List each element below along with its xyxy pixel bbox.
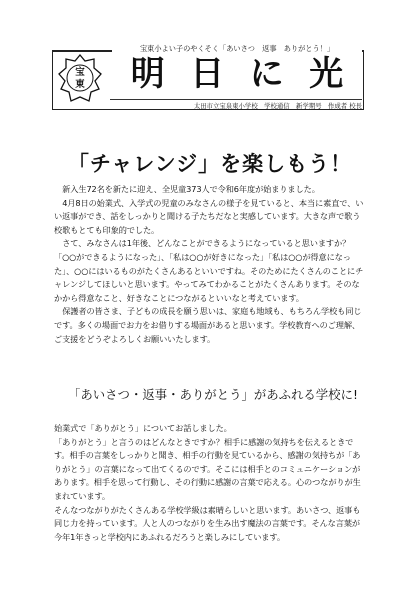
emblem-char-bottom: 東 — [75, 79, 85, 90]
intro-paragraph: さて、みなさんは1年後、どんなことができるようになっていると思いますか？ — [62, 238, 351, 249]
section-paragraph: そんなつながりがたくさんある学校学級は素晴らしいと思います。あいさつ、返事も同じ力を持っています。人と人のつながりを生み出す魔法の言葉です。そんな言葉が今年1年きっと学校内にあふれるだろうと楽しみにしています。 — [54, 504, 361, 542]
section-heading: 「あいさつ・返事・ありがとう」があふれる学校に! — [68, 387, 358, 402]
issuer-line: 太田市立宝泉東小学校 学校通信 新学期号 作成者 校長 — [110, 99, 362, 110]
masthead-motto: 宝東小よい子のやくそく「あいさつ 返事 ありがとう！」 — [112, 44, 362, 54]
section-body — [54, 422, 366, 544]
title-char-2: 日 — [190, 54, 225, 94]
intro-paragraph: 「○○ができるようになった」、「私は○○が好きになった」「私は○○が得意になった」、○○にはいるものがたくさんあるといいですね。そのためにたくさんのことにチャレンジしてほしいと思います。やってみてわかることがたくさんあります。そのなかから得意なこと、好きなことにつながるといいなと考えています。 — [54, 251, 364, 303]
emblem-char-top: 宝 — [75, 67, 85, 78]
page-headline: 「チャレンジ」を楽しもう！ — [67, 152, 353, 176]
intro-paragraph: 新入生72名を新たに迎え、全児童373人で令和6年度が始まりました。 — [62, 184, 320, 194]
title-char-4: 光 — [309, 54, 344, 94]
school-emblem-icon — [58, 54, 102, 104]
title-char-1: 明 — [130, 54, 165, 94]
section-paragraph: 始業式で「ありがとう」についてお話しました。 — [54, 423, 232, 433]
intro-body — [54, 183, 366, 346]
title-char-3: に — [249, 54, 284, 94]
intro-paragraph: 保護者の皆さま、子どもの成長を願う思いは、家庭も地域も、もちろん学校も同じです。多くの場面でお力をお借りする場面があると思います。学校教育へのご理解、ご支援をどうぞよろしくお願いいたします。 — [54, 306, 362, 344]
intro-paragraph: 4月8日の始業式、入学式の児童のみなさんの様子を見ていると、本当に素直で、いい返事ができ、話をしっかりと聞ける子たちだなと実感しています。大きな声で歌う校歌もとても印象的でした。 — [54, 197, 364, 235]
newsletter-title — [112, 54, 362, 94]
section-paragraph: 「ありがとう」と言うのはどんなときですか？相手に感謝の気持ちを伝えるときです。相手の言葉をしっかりと聞き、相手の行動を見ているから、感謝の気持ちが「ありがとう」の言葉になって出てくるのです。そこには相手とのコミュニケーションがあります。相手を思って行動し、その行動に感謝の言葉で応える。心のつながりが生まれています。 — [54, 436, 361, 501]
